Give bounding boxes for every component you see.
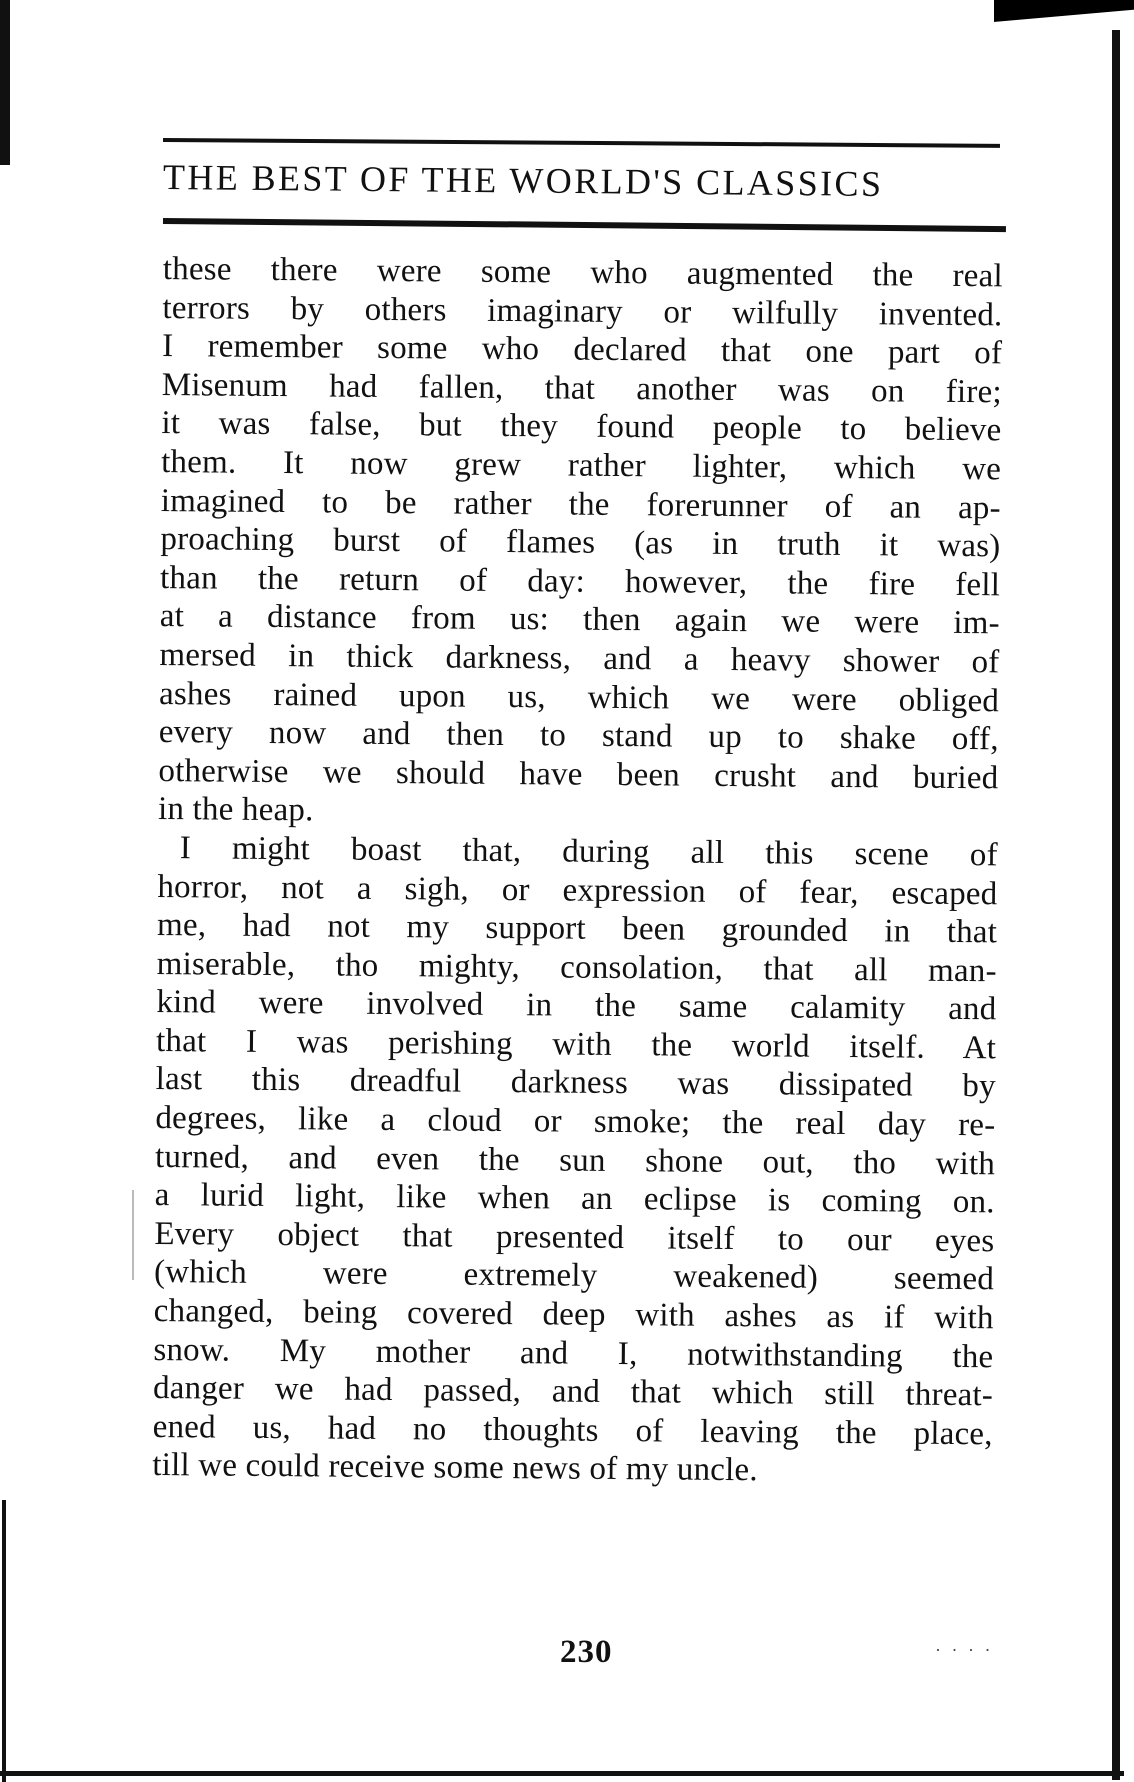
page-number: 230 bbox=[560, 1634, 613, 1670]
text-line: proaching burst of flames (as in truth it was) bbox=[160, 521, 1001, 565]
text-line: Misenum had fallen, that another was on fire; bbox=[161, 366, 1002, 411]
paragraph-1 bbox=[158, 250, 1003, 836]
scan-border-left bbox=[0, 0, 10, 165]
text-line: turned, and even the sun shone out, tho with bbox=[154, 1138, 996, 1182]
text-line: them. It now grew rather lighter, which we bbox=[160, 443, 1002, 488]
text-line: I might boast that, during all this scene of bbox=[179, 830, 998, 874]
text-line: ened us, had no thoughts of leaving the place, bbox=[152, 1408, 993, 1453]
text-line: in the heap. bbox=[157, 791, 314, 829]
text-line: last this dreadful darkness was dissipated by bbox=[155, 1061, 996, 1105]
scan-stray-mark bbox=[132, 1190, 134, 1280]
text-line: than the return of day: however, the fire fell bbox=[159, 559, 1001, 604]
text-line: horror, not a sigh, or expression of fear, escaped bbox=[157, 868, 998, 912]
text-line: ashes rained upon us, which we were obliged bbox=[158, 675, 1000, 719]
text-line: that I was perishing with the world itself. At bbox=[155, 1022, 997, 1067]
text-line: changed, being covered deep with ashes as if with bbox=[153, 1292, 994, 1337]
text-line: degrees, like a cloud or smoke; the real day re- bbox=[155, 1100, 996, 1144]
text-line: miserable, tho mighty, consolation, that all man- bbox=[156, 945, 997, 989]
text-line: terrors by others imaginary or wilfully invented. bbox=[162, 289, 1003, 333]
ink-smudge: · · · · bbox=[935, 1640, 994, 1660]
text-line: it was false, but they found people to believe bbox=[161, 405, 1002, 449]
text-line: (which were extremely weakened) seemed bbox=[153, 1254, 995, 1298]
text-line: me, had not my support been grounded in that bbox=[156, 907, 998, 951]
text-line: at a distance from us: then again we were im- bbox=[159, 598, 1000, 642]
text-line: a lurid light, like when an eclipse is coming on. bbox=[154, 1177, 995, 1221]
body-text bbox=[152, 250, 1003, 1492]
scan-border-right bbox=[1112, 30, 1120, 1780]
running-head: THE BEST OF THE WORLD'S CLASSICS bbox=[162, 157, 884, 204]
paragraph-2 bbox=[152, 829, 998, 1492]
text-line: mersed in thick darkness, and a heavy shower of bbox=[159, 636, 1000, 681]
text-line: imagined to be rather the forerunner of an ap- bbox=[160, 482, 1001, 526]
text-line: snow. My mother and I, notwithstanding the bbox=[153, 1331, 994, 1375]
header-rule-bottom bbox=[163, 218, 1006, 232]
header-rule-top bbox=[163, 138, 1000, 148]
text-line: till we could receive some news of my uncle. bbox=[152, 1447, 758, 1489]
scan-border-left-lower bbox=[2, 1500, 6, 1782]
text-line: these there were some who augmented the real bbox=[162, 250, 1003, 295]
text-line: Every object that presented itself to our eyes bbox=[154, 1215, 995, 1260]
text-line: danger we had passed, and that which still threat- bbox=[152, 1370, 994, 1414]
text-line: I remember some who declared that one part of bbox=[162, 328, 1003, 372]
text-line: every now and then to stand up to shake off, bbox=[158, 714, 999, 758]
scan-border-bottom bbox=[0, 1771, 1124, 1776]
text-line: kind were involved in the same calamity and bbox=[156, 984, 997, 1028]
text-line: otherwise we should have been crusht and buried bbox=[158, 752, 999, 797]
